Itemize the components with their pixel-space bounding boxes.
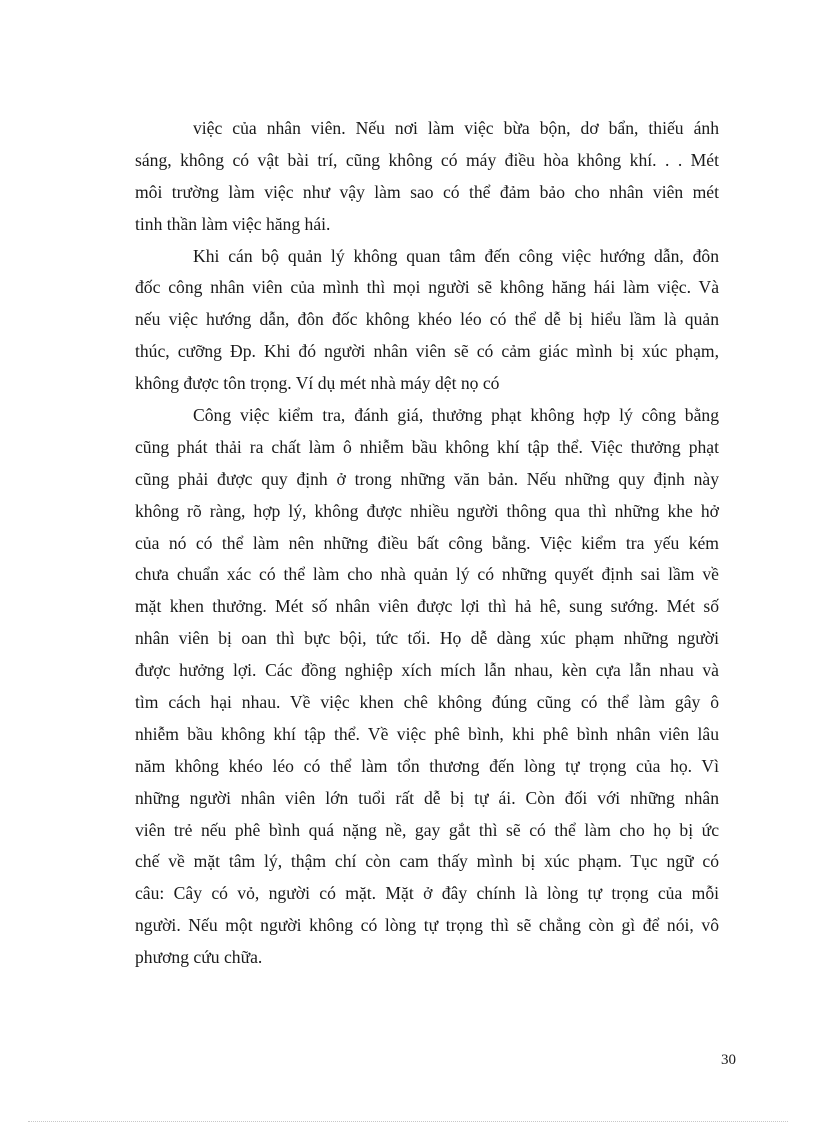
text-line: mặt khen thưởng. Mét số nhân viên được lợi thì hả hê, sung sướng. Mét số [135, 596, 719, 617]
text-line: không rõ ràng, hợp lý, không được nhiều người thông qua thì những khe hở [135, 500, 719, 521]
footer-divider [28, 1121, 788, 1122]
text-line: việc của nhân viên. Nếu nơi làm việc bừa bộn, dơ bẩn, thiếu ánh [193, 118, 719, 138]
text-line: thúc, cưỡng Đp. Khi đó người nhân viên sẽ có cảm giác mình bị xúc phạm, [135, 341, 719, 362]
text-line: Khi cán bộ quản lý không quan tâm đến công việc hướng dẫn, đôn [193, 245, 719, 266]
text-line: viên trẻ nếu phê bình quá nặng nề, gay gắt thì sẽ có thể làm cho họ bị ức [135, 819, 719, 840]
body-text [135, 113, 719, 974]
text-line: nếu việc hướng dẫn, đôn đốc không khéo léo có thể dễ bị hiểu lầm là quản [135, 309, 719, 330]
text-line: năm không khéo léo có thể làm tổn thương đến lòng tự trọng của họ. Vì [135, 755, 719, 776]
text-line: của nó có thể làm nên những điều bất công bằng. Việc kiểm tra yếu kém [135, 532, 719, 553]
text-line: Công việc kiểm tra, đánh giá, thưởng phạt không hợp lý công bằng [193, 405, 719, 426]
text-line: nhân viên bị oan thì bực bội, tức tối. Họ dễ dàng xúc phạm những người [135, 628, 719, 649]
text-line: câu: Cây có vỏ, người có mặt. Mặt ở đây chính là lòng tự trọng của mỗi [135, 883, 719, 904]
text-line: chưa chuẩn xác có thể làm cho nhà quản lý có những quyết định sai lầm về [135, 564, 719, 585]
text-line: phương cứu chữa. [135, 947, 263, 968]
text-line: đốc công nhân viên của mình thì mọi người sẽ không hăng hái làm việc. Và [135, 277, 719, 298]
text-line: những người nhân viên lớn tuổi rất dễ bị tự ái. Còn đối với những nhân [135, 787, 719, 808]
text-line: cũng phải được quy định ở trong những văn bản. Nếu những quy định này [135, 468, 719, 489]
text-line: không được tôn trọng. Ví dụ mét nhà máy dệt nọ có [135, 373, 500, 394]
text-line: môi trường làm việc như vậy làm sao có thể đảm bảo cho nhân viên mét [135, 181, 719, 202]
text-line: tìm cách hại nhau. Về việc khen chê không đúng cũng có thể làm gây ô [135, 692, 719, 713]
text-line: sáng, không có vật bài trí, cũng không có máy điều hòa không khí. . . Mét [135, 149, 719, 170]
text-line: được hưởng lợi. Các đồng nghiệp xích mích lẫn nhau, kèn cựa lẫn nhau và [135, 660, 719, 681]
text-line: nhiễm bầu không khí tập thể. Về việc phê bình, khi phê bình nhân viên lâu [135, 723, 719, 744]
text-line: cũng phát thải ra chất làm ô nhiễm bầu không khí tập thể. Việc thưởng phạt [135, 436, 719, 457]
text-line: người. Nếu một người không có lòng tự trọng thì sẽ chẳng còn gì để nói, vô [135, 915, 719, 936]
text-line: chế về mặt tâm lý, thậm chí còn cam thấy mình bị xúc phạm. Tục ngữ có [135, 851, 719, 872]
text-line: tinh thần làm việc hăng hái. [135, 213, 331, 234]
page-number: 30 [721, 1052, 736, 1068]
